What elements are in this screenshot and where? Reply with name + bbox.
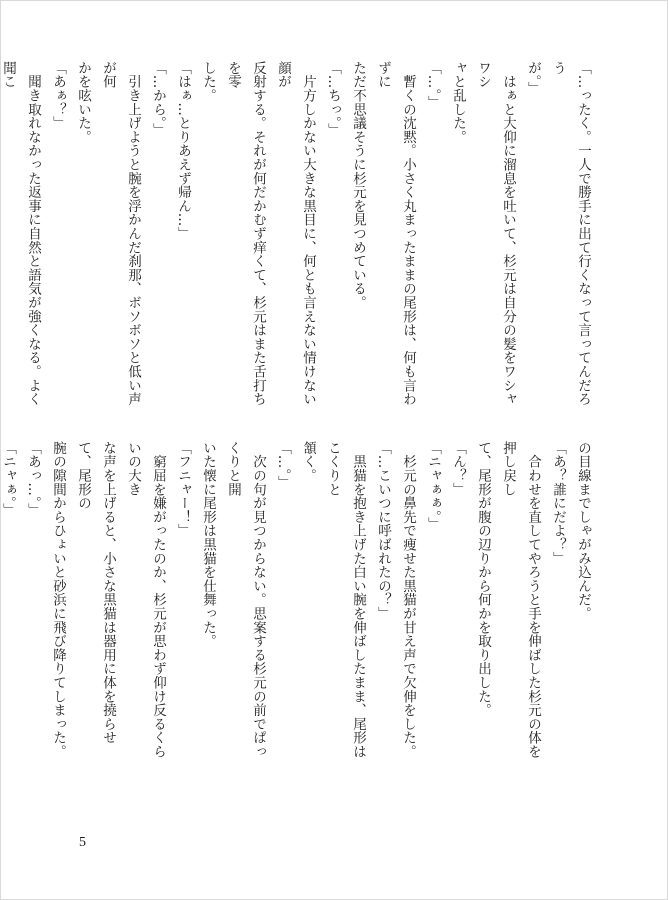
text-line: な声を上げると、小さな黒猫は器用に体を撓らせて、尾形の [75, 441, 116, 745]
text-line: はぁと大仰に溜息を吐いて、杉元は自分の髪をワシャワシ [475, 61, 516, 406]
text-block-upper [0, 61, 595, 406]
text-line: 「あぁ？」 [50, 61, 66, 130]
text-line: ただ不思議そうに杉元を見つめている。 [350, 61, 366, 310]
page-number: 5 [79, 835, 86, 850]
text-line: 引き上げようと腕を浮かんだ刹那、ボソボソと低い声が何 [100, 61, 141, 406]
text-line: 「あっ…。」 [25, 441, 41, 518]
text-line: 杉元の鼻先で痩せた黒猫が甘え声で欠伸をした。 [400, 441, 416, 759]
text-line: ャと乱した。 [450, 61, 466, 144]
text-line: 「ん？」 [450, 441, 466, 497]
text-line: の目線までしゃがみ込んだ。 [575, 441, 591, 621]
text-line: かを呟いた。 [75, 61, 91, 144]
text-block-lower [0, 441, 595, 771]
text-line: 次の句が見つからない。思案する杉元の前でぱっくりと開 [225, 441, 266, 759]
text-line: 頷く。 [300, 441, 316, 483]
text-line: が。」 [525, 61, 541, 96]
text-line: 窮屈を嫌がったのか、杉元が思わず仰け反るくらいの大き [125, 441, 166, 759]
text-line: 「あ？誰にだよ？」 [550, 441, 566, 566]
text-line: 腕の隙間からひょいと砂浜に飛び降りてしまった。 [50, 441, 66, 759]
text-line: 反射する。それが何だかむず痒くて、杉元はまた舌打ちを零 [225, 61, 266, 406]
text-line: 「…ちっ。」 [325, 61, 341, 138]
text-line: 「…から。」 [150, 61, 166, 138]
text-line: 暫くの沈黙。小さく丸まったままの尾形は、何も言わずに [375, 61, 416, 406]
text-line: 「はぁ…とりあえず帰ん…」 [175, 61, 191, 241]
text-line: 聞き取れなかった返事に自然と語気が強くなる。よく聞こ [0, 61, 41, 406]
text-line: いた懐に尾形は黒猫を仕舞った。 [200, 441, 216, 648]
text-line: 「…こいつに呼ばれたの？」 [375, 441, 391, 621]
text-line: 合わせを直してやろうと手を伸ばした杉元の体を押し戻し [500, 441, 541, 759]
text-line: 「ニャぁ。」 [0, 441, 16, 518]
text-line: 黒猫を抱き上げた白い腕を伸ばしたまま、尾形はこくりと [325, 441, 366, 759]
text-line: 「…ったく。一人で勝手に出て行くなって言ってんだろう [550, 61, 591, 406]
text-line: 「…。」 [425, 61, 441, 110]
text-line: 「…。」 [275, 441, 291, 490]
text-line: て、尾形が腹の辺りから何かを取り出した。 [475, 441, 491, 717]
text-line: 片方しかない大きな黒目に、何とも言えない情けない顔が [275, 61, 316, 406]
text-line: 「フニャー！」 [175, 441, 191, 538]
text-line: した。 [200, 61, 216, 103]
text-line: 「ニャぁぁ。」 [425, 441, 441, 531]
